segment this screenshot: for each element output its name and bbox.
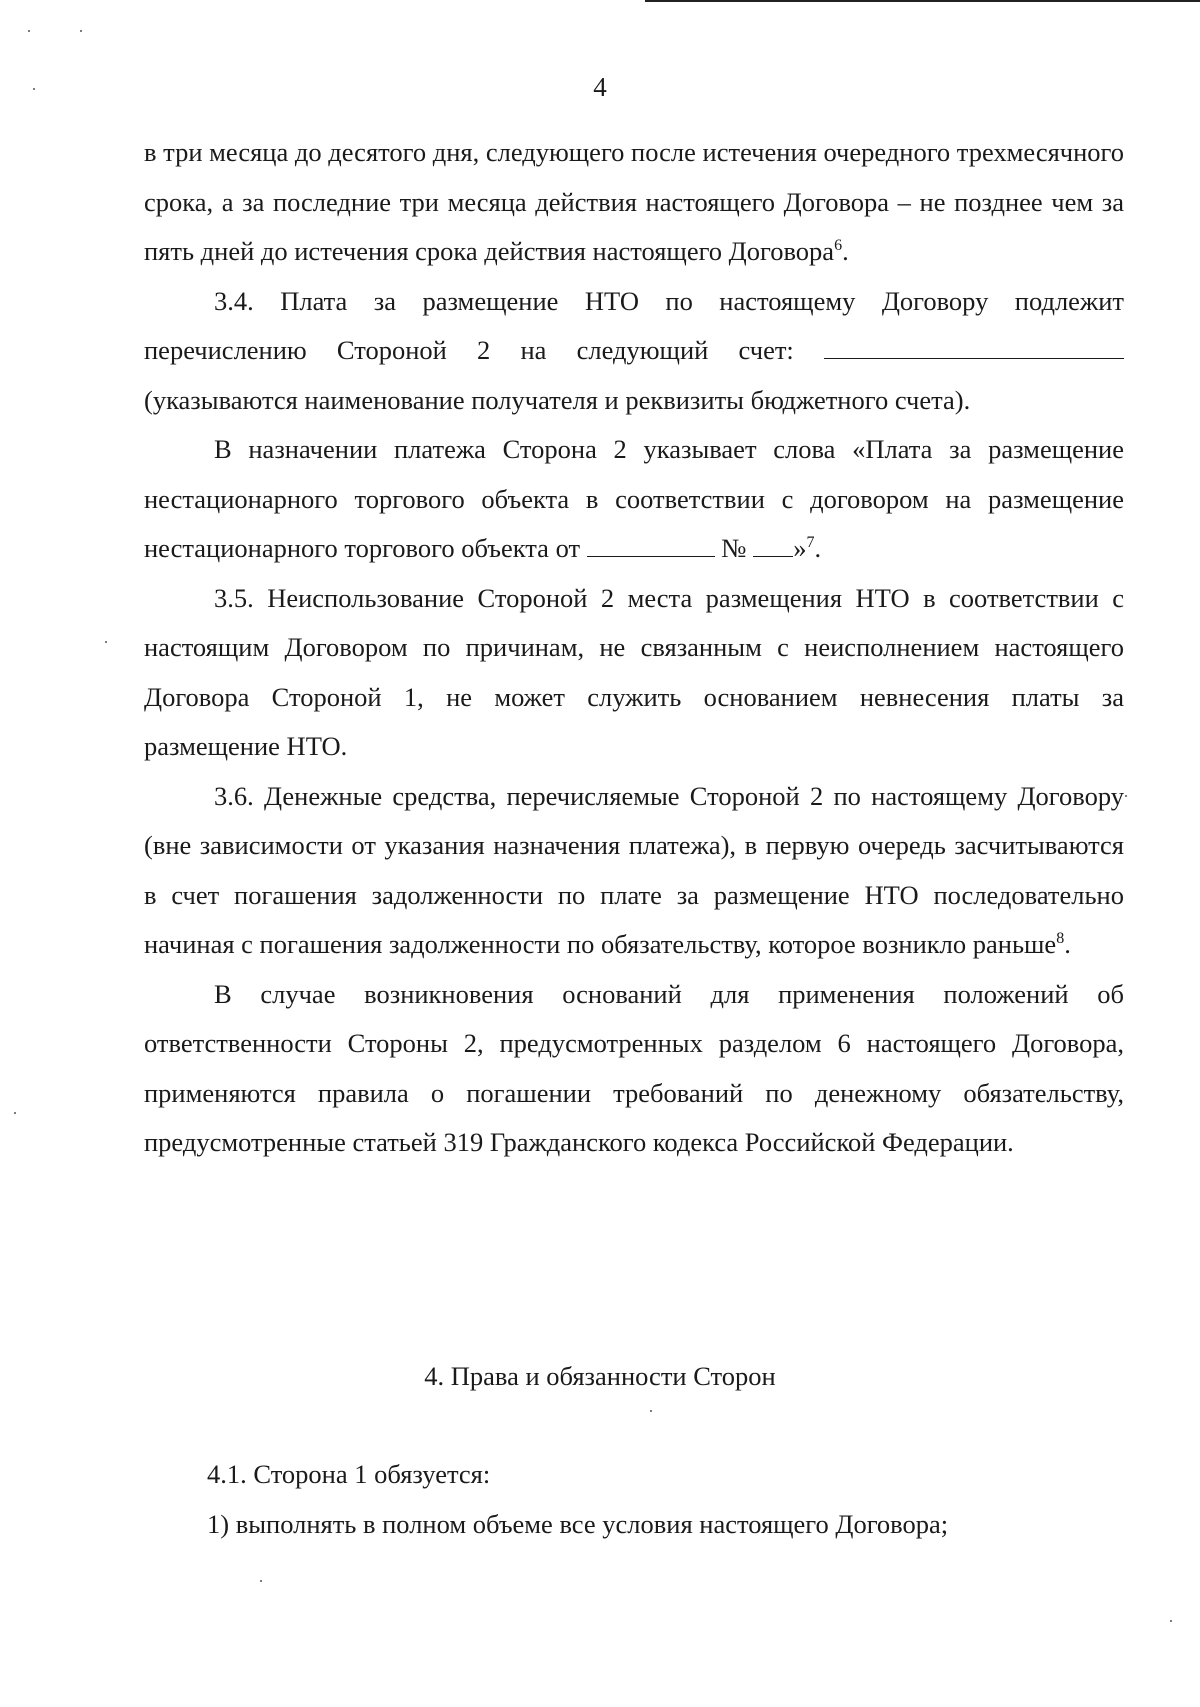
paragraph-text: (указываются наименование получателя и реквизиты бюджетного счета). xyxy=(144,384,971,415)
paragraph-text: в три месяца до десятого дня, следующего после истечения очередного трехмесячного срока, а за последние три месяца действия настоящего Договора – не позднее чем за пять дней до истечения срока действия настоящего Договора xyxy=(144,137,1124,266)
footnote-mark: 8 xyxy=(1056,930,1065,948)
paragraph-3-6 xyxy=(144,772,1124,970)
scan-speck xyxy=(650,1410,652,1412)
scan-speck xyxy=(28,30,30,32)
section-heading: 4. Права и обязанности Сторон xyxy=(424,1361,776,1391)
document-body xyxy=(144,128,1124,1168)
paragraph-text: 3.6. Денежные средства, перечисляемые Стороной 2 по настоящему Договору (вне зависимости от указания назначения платежа), в первую очередь засчитываются в счет погашения задолженности по плате за размещение НТО последовательно начиная с погашения задолженности по обязательству, которое возникло раньше xyxy=(144,780,1124,959)
scan-speck xyxy=(80,30,82,32)
closing-quote: » xyxy=(793,533,807,563)
scan-speck xyxy=(260,1580,262,1582)
punctuation: . xyxy=(842,236,849,266)
punctuation: . xyxy=(814,533,822,563)
punctuation: . xyxy=(1064,929,1071,959)
footnote-mark: 6 xyxy=(834,237,843,255)
paragraph-3-5: 3.5. Неиспользование Стороной 2 места размещения НТО в соответствии с настоящим Договором по причинам, не связанным с неисполнением настоящего Договора Стороной 1, не может служить основанием невнесения платы за размещение НТО. xyxy=(144,582,1124,761)
account-blank-line xyxy=(824,332,1124,359)
paragraph-liability: В случае возникновения оснований для применения положений об ответственности Стороны 2, предусмотренных разделом 6 настоящего Договора, применяются правила о погашении требований по денежному обязательству, предусмотренные статьей 319 Гражданского кодекса Российской Федерации. xyxy=(144,978,1124,1157)
scan-speck xyxy=(105,641,107,643)
scan-edge-line xyxy=(645,0,1200,2)
list-item: 1) выполнять в полном объеме все условия настоящего Договора; xyxy=(207,1508,949,1539)
paragraph-payment-schedule xyxy=(144,128,1124,277)
scan-speck xyxy=(33,88,35,90)
paragraph-payment-purpose xyxy=(144,425,1124,574)
paragraph-text: 3.4. Плата за размещение НТО по настоящему Договору подлежит перечислению Стороной 2 на следующий счет: xyxy=(144,285,1124,365)
page-number: 4 xyxy=(593,72,607,102)
scan-speck xyxy=(1125,795,1127,797)
number-blank-line xyxy=(753,530,793,557)
footnote-mark: 7 xyxy=(806,534,815,552)
paragraph-3-4 xyxy=(144,277,1124,426)
obligations-list xyxy=(207,1450,1107,1549)
list-item: 4.1. Сторона 1 обязуется: xyxy=(207,1459,491,1489)
date-blank-line xyxy=(587,530,715,557)
scan-speck xyxy=(14,1112,16,1114)
paragraph-text: В назначении платежа Сторона 2 указывает слова «Плата за размещение нестационарного торгового объекта в соответствии с договором на размещение нестационарного торгового объекта от xyxy=(144,434,1124,563)
scan-speck xyxy=(1170,1620,1172,1622)
number-sign: № xyxy=(721,533,747,563)
